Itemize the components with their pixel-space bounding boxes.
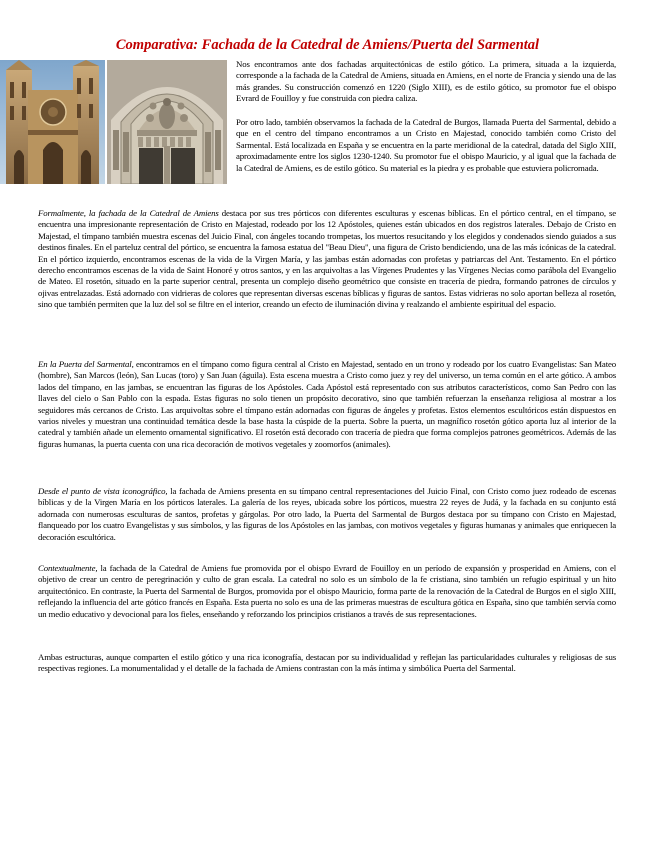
intro-paragraph: Nos encontramos ante dos fachadas arquitectónicas de estilo gótico. La primera, situada a la izquierda, corresponde a la fachada de la Catedral de Amiens, situada en Amiens, en el norte de Francia y siendo una de las más grandes. Su construcción comenzó en 1220 (Siglo XIII), es de estilo gótico, su promotor fue el obispo Evrard de Fouilloy y fue construida con piedra caliza.	[236, 59, 616, 104]
sarmental-formal-paragraph: En la Puerta del Sarmental, encontramos en el tímpano como figura central al Cristo en Majestad, sentado en un trono y rodeado por los cuatro Evangelistas: San Mateo (hombre), San Marcos (león), San Lucas (toro) y San Juan (águila). Esta escena muestra a Cristo como juez y rey del universo, un tema común en el arte gótico. A ambos lados del tímpano, en las jambas, se encuentran las figuras de los Apóstoles. Cada Apóstol está representado con sus atributos característicos, como San Pedro con las llaves del cielo o San Pablo con la espada. Estas figuras no solo tienen un propósito decorativo, sino que también refuerzan la enseñanza religiosa al mostrar a los seguidores más cercanos de Cristo. Las arquivoltas sobre el tímpano están adornadas con figuras de ángeles y profetas. Estos elementos escultóricos están dispuestos en varios niveles y muestran una continuidad temática desde la base hasta la cúspide de la puerta. Sobre la puerta, un magnífico rosetón gótico aporta luz al interior de la catedral y también añade un elemento ornamental significativo. El rosetón está decorado con tracería de piedra que forma complejos patrones geométricos. Además de las figuras humanas, la puerta cuenta con una rica decoración de motivos vegetales y zoomorfos (animales).	[38, 359, 616, 449]
formal-analysis-paragraph: Formalmente, la fachada de la Catedral de Amiens destaca por sus tres pórticos con diferentes esculturas y escenas bíblicas. En el pórtico central, en el tímpano, se encuentra una impresionante representación de Cristo en Majestad, rodeado por los 12 Apóstoles, quienes están ubicados en dos registros laterales. Debajo de Cristo en Majestad, el tímpano también muestra escenas del Juicio Final, con ángeles tocando trompetas, los muertos resucitando y los elegidos y condenados siendo guiados a sus destinos finales. En el parteluz central del pórtico, se encuentra la famosa estatua del "Beau Dieu", una figura de Cristo bendiciendo, una de las más icónicas de la catedral. En el pórtico izquierdo, encontramos escenas de la vida de la Virgen María, y las jambas están adornadas con profetas y patriarcas del Ant. Testamento. En el pórtico derecho encontramos escenas de la vida de Saint Honoré y otros santos, y en las arquivoltas a las Vírgenes Prudentes y las Vírgenes Necias como parábola del Evangelio de Mateo. El rosetón, situado en la parte superior central, presenta un complejo diseño geométrico que consiste en tracería de piedra, formando patrones de círculos y ojivas entrelazadas. Está adornado con vidrieras de colores que representan diversas escenas bíblicas y figuras de santos. Estas vidrieras no solo aportan belleza al rosetón, sino que también permiten que la luz del sol se filtre en el interior, creando un efecto de iluminación divina y realzando el ambiente espiritual del espacio.	[38, 208, 616, 310]
amiens-facade-photo	[0, 60, 105, 184]
page-title: Comparativa: Fachada de la Catedral de Amiens/Puerta del Sarmental	[115, 37, 540, 53]
sarmental-intro-paragraph: Por otro lado, también observamos la fachada de la Catedral de Burgos, llamada Puerta del Sarmental, debido a que en el centro del tímpano encontramos a un Cristo en Majestad, conocido también como Cristo del Sarmental. Está localizada en España y se encuentra en la parte meridional de la catedral, datada del Siglo XIII, aproximadamente entre los siglos 1230-1240. Su promotor fue el obispo Mauricio, y al igual que la fachada de la Catedral de Amiens, es de estilo gótico. Su material es la piedra y es probable que estuviera policromada.	[236, 117, 616, 173]
paragraph-lead: Formalmente, la fachada de la Catedral de Amiens	[38, 208, 219, 218]
paragraph-lead: Desde el punto de vista iconográfico,	[38, 486, 168, 496]
sarmental-portal-photo	[107, 60, 227, 184]
iconographic-paragraph: Desde el punto de vista iconográfico, la fachada de Amiens presenta en su tímpano central representaciones del Juicio Final, con Cristo como juez rodeado de escenas bíblicas y de la Virgen María en los pórticos laterales. La galería de los reyes, ubicada sobre los pórticos, muestra 22 reyes de Judá, y la fachada en su conjunto está adornada con numerosas esculturas de santos, profetas y gárgolas. Por otro lado, la Puerta del Sarmental de Burgos destaca por su tímpano con Cristo en Majestad, flanqueado por los cuatro Evangelistas y sus símbolos, y las figuras de los Apóstoles en las jambas, con motivos vegetales y figuras humanas y animales que enriquecen la decoración escultórica.	[38, 486, 617, 542]
conclusion-paragraph: Ambas estructuras, aunque comparten el estilo gótico y una rica iconografía, destacan por su individualidad y reflejan las particularidades culturales y religiosas de sus respectivas regiones. La monumentalidad y el detalle de la fachada de Amiens contrastan con la más íntima y simbólica Puerta del Sarmental.	[38, 652, 616, 674]
paragraph-lead: En la Puerta del Sarmental,	[38, 359, 134, 369]
contextual-paragraph: Contextualmente, la fachada de la Catedral de Amiens fue promovida por el obispo Evrard de Fouilloy en un período de expansión y prosperidad en Amiens, con el objetivo de crear un centro de peregrinación y culto de gran escala. La catedral no solo es un símbolo de la fe cristiana, sino también un refugio espiritual y un hito arquitectónico. En contraste, la Puerta del Sarmental de Burgos, promovida por el obispo Mauricio, forma parte de la renovación de la Catedral de Burgos en el siglo XIII, reflejando la influencia del arte gótico francés en España. Esta puerta no solo es una de las primeras muestras de escultura gótica en España, sino que también servía como un medio educativo y devocional para los fieles, enseñando y reforzando los principios cristianos a través de sus representaciones.	[38, 563, 616, 619]
paragraph-lead: Contextualmente,	[38, 563, 98, 573]
